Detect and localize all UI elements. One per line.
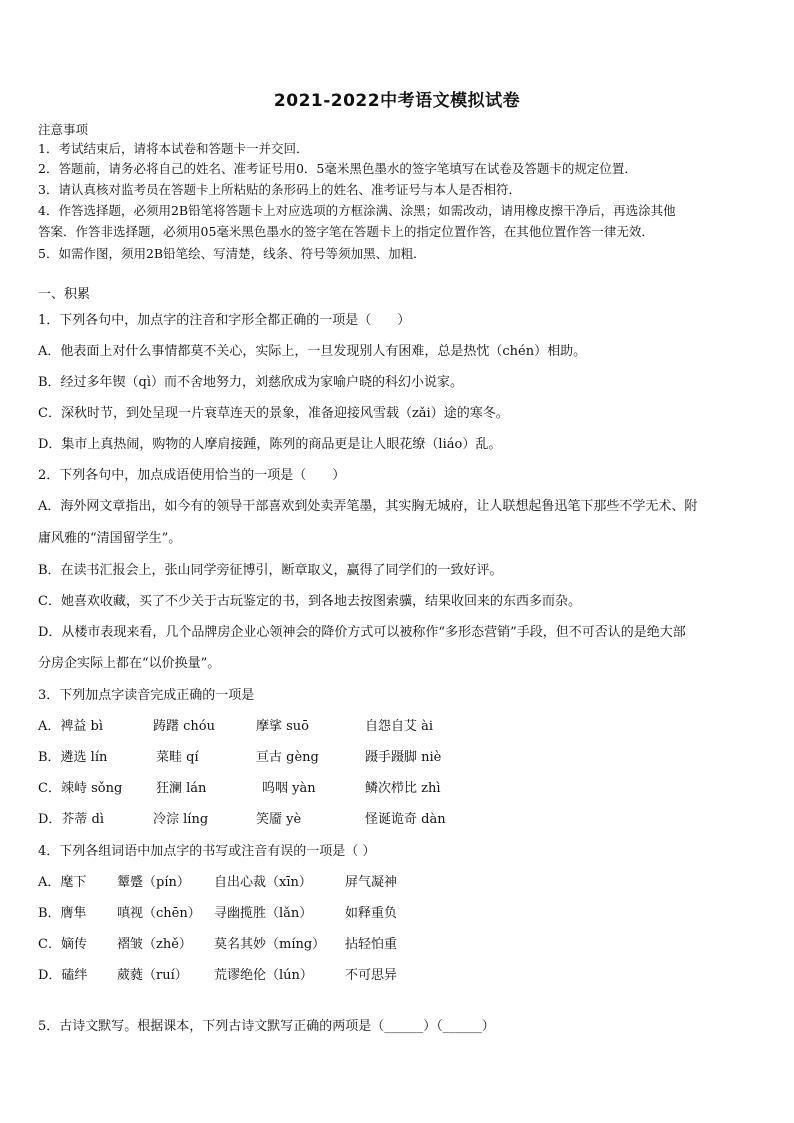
notice-heading: 注意事项: [38, 122, 89, 137]
option-cell: B．遴选 lín: [38, 750, 108, 765]
option-cell: 如释重负: [345, 906, 398, 921]
option-cell: 屏气凝神: [345, 875, 398, 890]
notice-item: 2．答题前，请务必将自己的姓名、准考证号用0．5毫米黑色墨水的签字笔填写在试卷及答题卡的规定位置．: [38, 161, 637, 176]
option-cell: C．竦峙 sǒng: [38, 781, 123, 796]
option-cell: 葳蕤（ruí）: [117, 968, 188, 983]
option-line: A．他表面上对什么事情都莫不关心，实际上，一旦发现别人有困难，总是热忱（chén）相助。: [38, 344, 587, 359]
option-cell: 摩挲 suō: [256, 719, 310, 734]
option-cell: 嗔视（chēn）: [117, 906, 201, 921]
option-cell: 狂澜 lán: [156, 781, 207, 796]
option-cell: 蹑手蹑脚 niè: [365, 750, 442, 765]
question-stem: 1．下列各句中，加点字的注音和字形全都正确的一项是（ ）: [38, 313, 411, 328]
option-cell: 鳞次栉比 zhì: [365, 781, 441, 796]
option-cell: A．麾下: [38, 875, 87, 890]
option-line: C．她喜欢收藏，买了不少关于古玩鉴定的书，到各地去按图索骥，结果收回来的东西多而杂。: [38, 594, 581, 609]
page-title: 2021-2022中考语文模拟试卷: [273, 91, 521, 111]
notice-item: 4．作答选择题，必须用2B铅笔将答题卡上对应选项的方框涂满、涂黑；如需改动，请用橡皮擦干净后，再选涂其他: [38, 203, 676, 218]
option-cell: 自怨自艾 ài: [365, 719, 434, 734]
option-cell: 不可思异: [345, 968, 398, 983]
option-line: 庸风雅的“清国留学生”。: [38, 531, 182, 546]
option-cell: 荒谬绝伦（lún）: [214, 968, 313, 983]
option-cell: 颦蹙（pín）: [117, 875, 190, 890]
question-stem: 4．下列各组词语中加点字的书写或注音有误的一项是（ ）: [38, 844, 376, 859]
option-cell: 莫名其妙（míng）: [214, 937, 326, 952]
option-line: A．海外网文章指出，如今有的领导干部喜欢到处卖弄笔墨，其实胸无城府，让人联想起鲁迅笔下那些不学无术、附: [38, 499, 698, 514]
option-cell: 亘古 gèng: [256, 750, 319, 765]
option-cell: 怪诞诡奇 dàn: [365, 812, 446, 827]
option-cell: C．嫡传: [38, 937, 87, 952]
notice-item: 3．请认真核对监考员在答题卡上所粘贴的条形码上的姓名、准考证号与本人是否相符．: [38, 182, 521, 197]
option-line: 分房企实际上都在“以价换量”。: [38, 656, 221, 671]
option-cell: B．膺隼: [38, 906, 87, 921]
notice-item: 5．如需作图，须用2B铅笔绘、写清楚，线条、符号等须加黑、加粗．: [38, 246, 426, 261]
question-stem: 2．下列各句中，加点成语使用恰当的一项是（ ）: [38, 468, 346, 483]
option-line: B．在读书汇报会上，张山同学旁征博引，断章取义，赢得了同学们的一致好评。: [38, 563, 503, 578]
question-stem: 5．古诗文默写。根据课本，下列古诗文默写正确的两项是（______）（______）: [38, 1019, 495, 1034]
option-cell: 菜畦 qí: [156, 750, 199, 765]
option-line: C．深秋时节，到处呈现一片衰草连天的景象，准备迎接风雪载（zǎi）途的寒冬。: [38, 406, 509, 421]
option-cell: 冷淙 líng: [153, 812, 209, 827]
option-cell: 寻幽揽胜（lǎn）: [214, 906, 313, 921]
option-line: D．集市上真热闹，购物的人摩肩接踵，陈列的商品更是让人眼花缭（liáo）乱。: [38, 437, 502, 452]
option-cell: 褶皱（zhě）: [117, 937, 192, 952]
option-line: D．从楼市表现来看，几个品牌房企业心领神会的降价方式可以被称作“多形态营销”手段，但不可否认的是绝大部: [38, 625, 686, 640]
option-cell: 拈轻怕重: [345, 937, 398, 952]
question-stem: 3．下列加点字读音完成正确的一项是: [38, 688, 255, 703]
option-line: B．经过多年锲（qì）而不舍地努力，刘慈欣成为家喻户晓的科幻小说家。: [38, 375, 464, 390]
option-cell: D．芥蒂 dì: [38, 812, 105, 827]
option-cell: A．裨益 bì: [38, 719, 104, 734]
notice-item: 答案．作答非选择题，必须用05毫米黑色墨水的签字笔在答题卡上的指定位置作答，在其他位置作答一律无效．: [38, 224, 654, 239]
option-cell: D．磕绊: [38, 968, 88, 983]
section-heading: 一、积累: [38, 287, 91, 302]
option-cell: 自出心裁（xīn）: [214, 875, 312, 890]
notice-item: 1．考试结束后，请将本试卷和答题卡一并交回．: [38, 141, 309, 156]
option-cell: 笑靥 yè: [256, 812, 302, 827]
option-cell: 踌躇 chóu: [153, 719, 215, 734]
option-cell: 呜咽 yàn: [262, 781, 316, 796]
